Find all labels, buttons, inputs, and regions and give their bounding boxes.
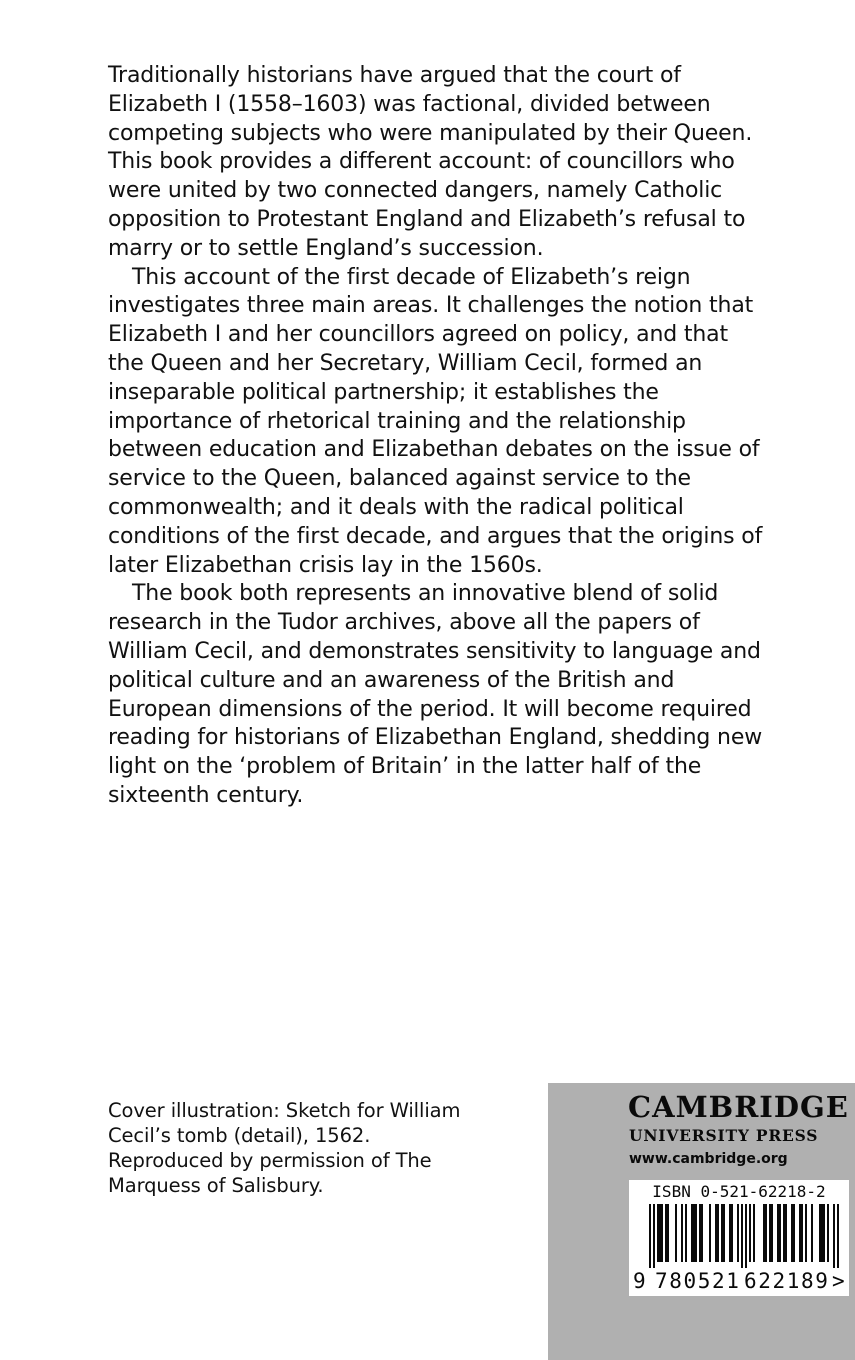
barcode-bar — [765, 1204, 767, 1262]
barcode-bar — [741, 1204, 743, 1268]
barcode-bar — [723, 1204, 725, 1262]
barcode-lead-digit: 9 — [633, 1269, 646, 1293]
barcode-bar — [745, 1204, 747, 1268]
isbn-number: ISBN 0-521-62218-2 — [652, 1182, 826, 1201]
barcode-bar — [753, 1204, 755, 1262]
barcode-bar — [763, 1204, 765, 1262]
barcode-bar — [709, 1204, 711, 1262]
barcode-bar — [657, 1204, 659, 1262]
publisher-panel — [548, 1083, 855, 1360]
barcode-bar — [729, 1204, 731, 1262]
barcode-bar — [821, 1204, 823, 1262]
publisher-url: www.cambridge.org — [629, 1151, 788, 1167]
barcode-arrow: > — [832, 1269, 845, 1293]
barcode-bar — [749, 1204, 751, 1262]
credit-line: Cecil’s tomb (detail), 1562. — [108, 1124, 371, 1147]
barcode-bar — [799, 1204, 801, 1262]
barcode-bar — [737, 1204, 739, 1262]
barcode-bar — [811, 1204, 813, 1262]
barcode-bar — [785, 1204, 787, 1262]
cover-illustration-credit — [108, 1098, 488, 1198]
barcode-bar — [661, 1204, 663, 1262]
credit-line: Cover illustration: Sketch for William — [108, 1099, 461, 1122]
barcode-left-digits: 780521 — [655, 1269, 741, 1293]
barcode-bar — [721, 1204, 723, 1262]
barcode-bar — [771, 1204, 773, 1262]
barcode-bar — [827, 1204, 829, 1262]
barcode-image — [629, 1204, 849, 1268]
barcode-bar — [659, 1204, 661, 1262]
barcode-bar — [793, 1204, 795, 1262]
barcode-bar — [701, 1204, 703, 1262]
barcode-bar — [675, 1204, 677, 1262]
barcode-bar — [717, 1204, 719, 1262]
barcode-bar — [769, 1204, 771, 1262]
barcode-bar — [715, 1204, 717, 1262]
barcode-bar — [665, 1204, 667, 1262]
barcode-bar — [695, 1204, 697, 1262]
blurb-paragraph-3: The book both represents an innovative blend of solid research in the Tudor archives, above all the papers of William Cecil, and demonstrates sensitivity to language and political culture and an awareness of the British and European dimensions of the period. It will become required reading for historians of Elizabethan England, shedding new light on the ‘problem of Britain’ in the latter half of the sixteenth century. — [108, 581, 763, 808]
barcode-bar — [805, 1204, 807, 1262]
barcode-bar — [779, 1204, 781, 1262]
blurb-paragraph-2: This account of the first decade of Elizabeth’s reign investigates three main areas. It challenges the notion that Elizabeth I and her councillors agreed on policy, and that the Queen and her Secretary, William Cecil, formed an inseparable political partnership; it establishes the importance of rhetorical training and the relationship between education and Elizabethan debates on the issue of service to the Queen, balanced against service to the commonwealth; and it deals with the radical political conditions of the first decade, and argues that the origins of later Elizabethan crisis lay in the 1560s. — [108, 264, 763, 578]
credit-line: Marquess of Salisbury. — [108, 1174, 324, 1197]
barcode-bar — [791, 1204, 793, 1262]
barcode-bar — [837, 1204, 839, 1268]
back-cover-blurb — [108, 62, 768, 811]
barcode-bar — [691, 1204, 693, 1262]
barcode-digits — [629, 1266, 849, 1296]
isbn-barcode-block — [629, 1180, 849, 1296]
barcode-bar — [685, 1204, 687, 1262]
barcode-bar — [681, 1204, 683, 1262]
barcode-right-digits: 622189 — [744, 1269, 830, 1293]
barcode-bar — [823, 1204, 825, 1262]
barcode-bar — [693, 1204, 695, 1262]
barcode-bar — [819, 1204, 821, 1262]
blurb-paragraph-1: Traditionally historians have argued that the court of Elizabeth I (1558–1603) was factional, divided between competing subjects who were manipulated by their Queen. This book provides a different account: of councillors who were united by two connected dangers, namely Catholic opposition to Protestant England and Elizabeth’s refusal to marry or to settle England’s succession. — [108, 63, 753, 261]
barcode-bar — [649, 1204, 651, 1268]
barcode-bar — [783, 1204, 785, 1262]
barcode-bar — [801, 1204, 803, 1262]
barcode-bar — [699, 1204, 701, 1262]
barcode-bar — [667, 1204, 669, 1262]
publisher-logo-subtitle: UNIVERSITY PRESS — [629, 1126, 819, 1145]
barcode-bar — [653, 1204, 655, 1268]
barcode-bar — [777, 1204, 779, 1262]
barcode-bar — [833, 1204, 835, 1268]
barcode-bar — [731, 1204, 733, 1262]
publisher-logo-name: CAMBRIDGE — [628, 1090, 849, 1124]
credit-line: Reproduced by permission of The — [108, 1149, 432, 1172]
